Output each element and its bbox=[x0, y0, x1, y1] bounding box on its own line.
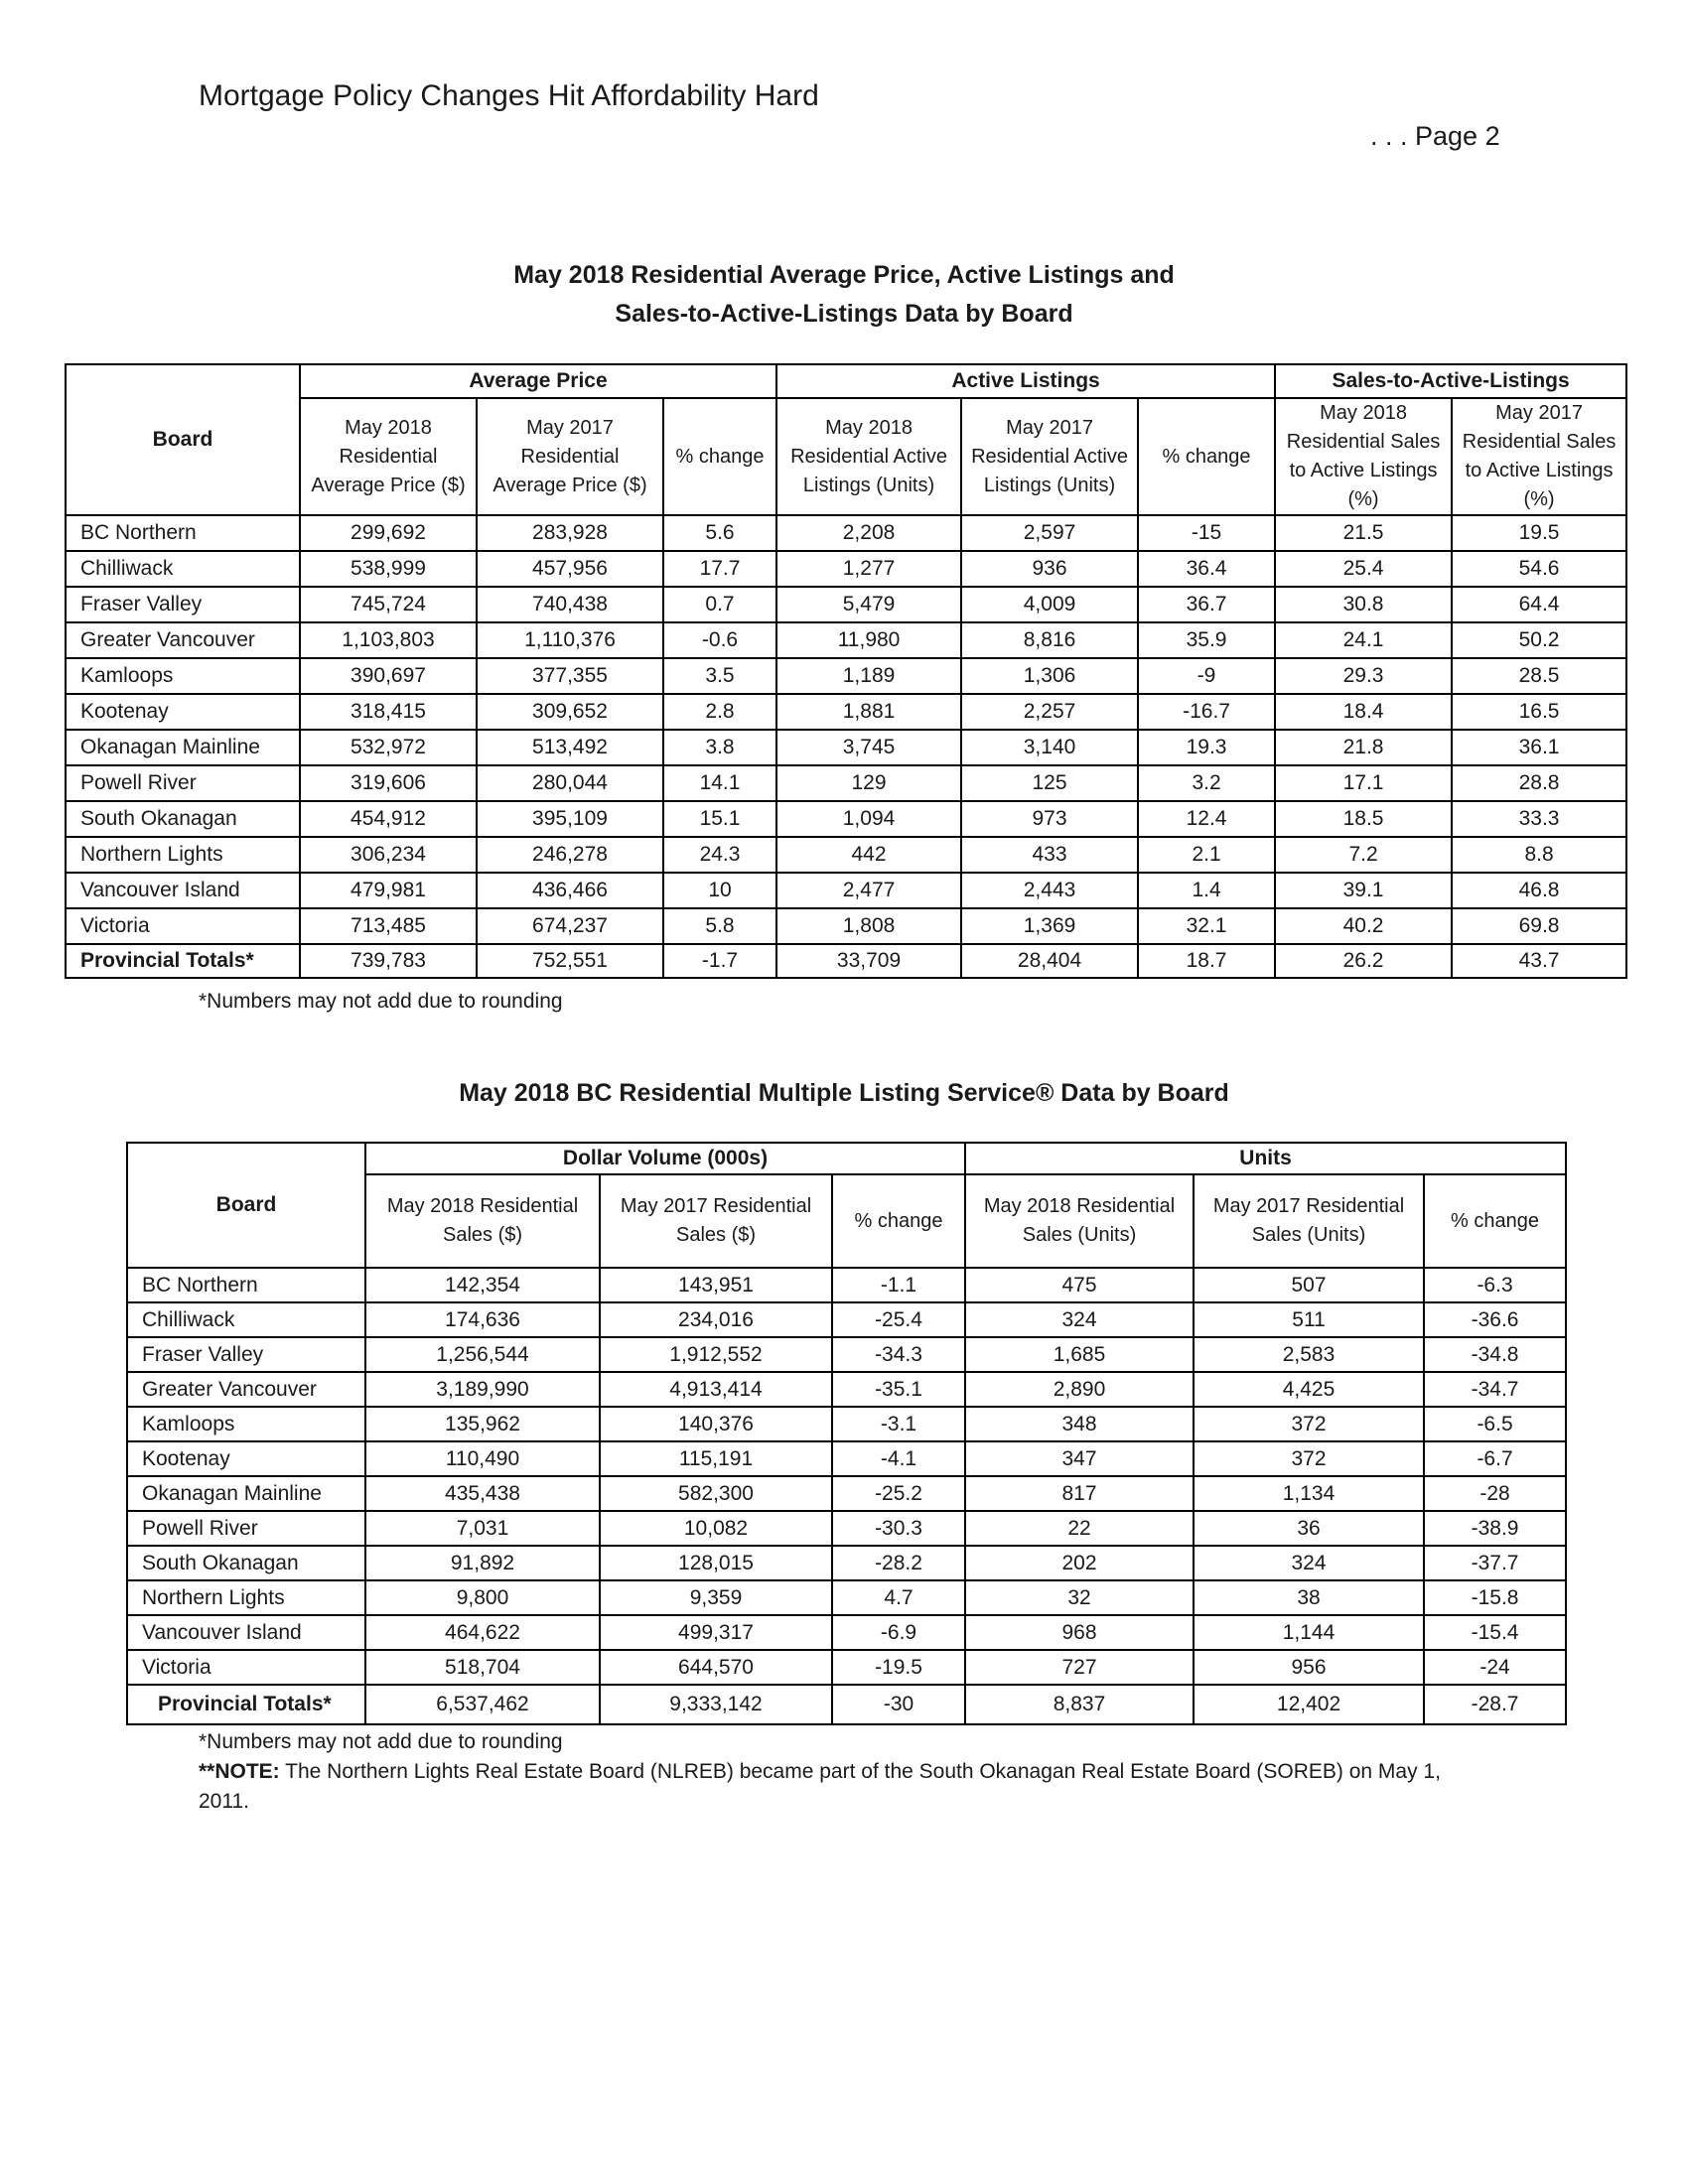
table-row bbox=[66, 622, 1626, 658]
table-cell: -30.3 bbox=[832, 1511, 965, 1546]
table-cell: 464,622 bbox=[365, 1615, 600, 1650]
table-cell: 39.1 bbox=[1275, 873, 1452, 908]
table-cell: 457,956 bbox=[477, 551, 663, 587]
totals-cell: 8,837 bbox=[965, 1685, 1194, 1724]
table-cell: 24.3 bbox=[663, 837, 776, 873]
table-cell: 435,438 bbox=[365, 1476, 600, 1511]
table-cell: -6.5 bbox=[1424, 1407, 1566, 1441]
table-cell: -15.4 bbox=[1424, 1615, 1566, 1650]
table-cell: 202 bbox=[965, 1546, 1194, 1580]
table-cell: 50.2 bbox=[1452, 622, 1626, 658]
table-cell: 479,981 bbox=[300, 873, 477, 908]
table-cell: 15.1 bbox=[663, 801, 776, 837]
soreb-note bbox=[199, 1757, 1489, 1817]
table-row bbox=[66, 658, 1626, 694]
board-name: Victoria bbox=[66, 908, 300, 944]
table-cell: 9,359 bbox=[600, 1580, 832, 1615]
table-cell: 395,109 bbox=[477, 801, 663, 837]
table-cell: 1,103,803 bbox=[300, 622, 477, 658]
table-cell: 532,972 bbox=[300, 730, 477, 765]
table-cell: 817 bbox=[965, 1476, 1194, 1511]
table-row bbox=[127, 1615, 1566, 1650]
table-cell: 19.5 bbox=[1452, 515, 1626, 551]
table1-title-line2: Sales-to-Active-Listings Data by Board bbox=[615, 300, 1073, 328]
board-name: Fraser Valley bbox=[66, 587, 300, 622]
table-cell: 2,477 bbox=[776, 873, 961, 908]
table-cell: 35.9 bbox=[1138, 622, 1275, 658]
totals-cell: 18.7 bbox=[1138, 944, 1275, 978]
table-cell: 129 bbox=[776, 765, 961, 801]
table-cell: 1,912,552 bbox=[600, 1337, 832, 1372]
table-cell: 1,110,376 bbox=[477, 622, 663, 658]
table-cell: 390,697 bbox=[300, 658, 477, 694]
table-cell: 46.8 bbox=[1452, 873, 1626, 908]
board-name: Northern Lights bbox=[127, 1580, 365, 1615]
totals-row bbox=[127, 1685, 1566, 1724]
table2-title: May 2018 BC Residential Multiple Listing Service® Data by Board bbox=[459, 1079, 1229, 1107]
table-cell: -0.6 bbox=[663, 622, 776, 658]
table-cell: 32.1 bbox=[1138, 908, 1275, 944]
table-cell: -35.1 bbox=[832, 1372, 965, 1407]
table-cell: -16.7 bbox=[1138, 694, 1275, 730]
column-header: May 2017 Residential Active Listings (Units) bbox=[961, 398, 1138, 515]
board-header: Board bbox=[66, 364, 300, 515]
table-cell: 54.6 bbox=[1452, 551, 1626, 587]
table-cell: 1,685 bbox=[965, 1337, 1194, 1372]
table-cell: -28.2 bbox=[832, 1546, 965, 1580]
board-name: Greater Vancouver bbox=[127, 1372, 365, 1407]
table-cell: 18.5 bbox=[1275, 801, 1452, 837]
table-cell: 36.7 bbox=[1138, 587, 1275, 622]
column-header: % change bbox=[1138, 398, 1275, 515]
table-cell: 143,951 bbox=[600, 1268, 832, 1302]
table-cell: 30.8 bbox=[1275, 587, 1452, 622]
table-row bbox=[66, 730, 1626, 765]
table-cell: -37.7 bbox=[1424, 1546, 1566, 1580]
board-name: Victoria bbox=[127, 1650, 365, 1685]
table-cell: -25.2 bbox=[832, 1476, 965, 1511]
table-cell: 17.7 bbox=[663, 551, 776, 587]
table-cell: 475 bbox=[965, 1268, 1194, 1302]
table-row bbox=[127, 1372, 1566, 1407]
totals-cell: -30 bbox=[832, 1685, 965, 1724]
table-cell: 538,999 bbox=[300, 551, 477, 587]
table-cell: 28.8 bbox=[1452, 765, 1626, 801]
table-cell: 64.4 bbox=[1452, 587, 1626, 622]
table-cell: 32 bbox=[965, 1580, 1194, 1615]
board-name: Vancouver Island bbox=[66, 873, 300, 908]
table-cell: 347 bbox=[965, 1441, 1194, 1476]
group-header-dollar-volume: Dollar Volume (000s) bbox=[365, 1143, 965, 1174]
table-cell: 454,912 bbox=[300, 801, 477, 837]
table-cell: 1,808 bbox=[776, 908, 961, 944]
table-row bbox=[66, 908, 1626, 944]
table-row bbox=[66, 694, 1626, 730]
group-header-sales-to-active: Sales-to-Active-Listings bbox=[1275, 364, 1626, 398]
table-cell: 12.4 bbox=[1138, 801, 1275, 837]
table-cell: -38.9 bbox=[1424, 1511, 1566, 1546]
note-text: The Northern Lights Real Estate Board (NLREB) became part of the South Okanagan Real Estate Board (SOREB) on May 1, 2011. bbox=[199, 1760, 1441, 1813]
table-cell: 3,140 bbox=[961, 730, 1138, 765]
table-cell: 22 bbox=[965, 1511, 1194, 1546]
table-cell: 280,044 bbox=[477, 765, 663, 801]
table-cell: 1,881 bbox=[776, 694, 961, 730]
table-cell: 433 bbox=[961, 837, 1138, 873]
table-cell: 309,652 bbox=[477, 694, 663, 730]
board-name: Kamloops bbox=[66, 658, 300, 694]
table-cell: 2,443 bbox=[961, 873, 1138, 908]
board-name: Powell River bbox=[66, 765, 300, 801]
totals-row bbox=[66, 944, 1626, 978]
table-cell: 644,570 bbox=[600, 1650, 832, 1685]
table-cell: 727 bbox=[965, 1650, 1194, 1685]
board-name: Vancouver Island bbox=[127, 1615, 365, 1650]
table-cell: 36.1 bbox=[1452, 730, 1626, 765]
table-row bbox=[127, 1580, 1566, 1615]
table-cell: 18.4 bbox=[1275, 694, 1452, 730]
table-cell: 1,144 bbox=[1194, 1615, 1424, 1650]
table-cell: 299,692 bbox=[300, 515, 477, 551]
table-cell: 5,479 bbox=[776, 587, 961, 622]
table-cell: -34.3 bbox=[832, 1337, 965, 1372]
table-row bbox=[127, 1511, 1566, 1546]
column-header: May 2017 Residential Sales to Active Listings (%) bbox=[1452, 398, 1626, 515]
column-header: May 2017 Residential Average Price ($) bbox=[477, 398, 663, 515]
table-cell: 372 bbox=[1194, 1407, 1424, 1441]
table-cell: 306,234 bbox=[300, 837, 477, 873]
totals-cell: 28,404 bbox=[961, 944, 1138, 978]
table-cell: 318,415 bbox=[300, 694, 477, 730]
table-cell: 372 bbox=[1194, 1441, 1424, 1476]
totals-cell: 12,402 bbox=[1194, 1685, 1424, 1724]
totals-cell: -28.7 bbox=[1424, 1685, 1566, 1724]
table-cell: -34.8 bbox=[1424, 1337, 1566, 1372]
board-header: Board bbox=[127, 1143, 365, 1268]
table-row bbox=[127, 1546, 1566, 1580]
table1-title-line1: May 2018 Residential Average Price, Active Listings and bbox=[513, 261, 1175, 289]
table-row bbox=[66, 587, 1626, 622]
table-cell: 324 bbox=[1194, 1546, 1424, 1580]
table-cell: 25.4 bbox=[1275, 551, 1452, 587]
table-cell: 973 bbox=[961, 801, 1138, 837]
table-cell: 16.5 bbox=[1452, 694, 1626, 730]
table-cell: 29.3 bbox=[1275, 658, 1452, 694]
board-name: Northern Lights bbox=[66, 837, 300, 873]
table-cell: -3.1 bbox=[832, 1407, 965, 1441]
table-cell: 745,724 bbox=[300, 587, 477, 622]
table-cell: 936 bbox=[961, 551, 1138, 587]
table-cell: 1,189 bbox=[776, 658, 961, 694]
table-cell: -36.6 bbox=[1424, 1302, 1566, 1337]
column-header: % change bbox=[832, 1174, 965, 1268]
table-row bbox=[66, 801, 1626, 837]
table-cell: 740,438 bbox=[477, 587, 663, 622]
table-cell: 2.8 bbox=[663, 694, 776, 730]
table-cell: 2,583 bbox=[1194, 1337, 1424, 1372]
table-cell: -28 bbox=[1424, 1476, 1566, 1511]
note-label: **NOTE: bbox=[199, 1760, 280, 1783]
column-header: May 2017 Residential Sales ($) bbox=[600, 1174, 832, 1268]
table-cell: 499,317 bbox=[600, 1615, 832, 1650]
table-row bbox=[66, 515, 1626, 551]
table-cell: 33.3 bbox=[1452, 801, 1626, 837]
table-cell: 14.1 bbox=[663, 765, 776, 801]
board-name: South Okanagan bbox=[66, 801, 300, 837]
table-cell: 4.7 bbox=[832, 1580, 965, 1615]
table-cell: 283,928 bbox=[477, 515, 663, 551]
table-cell: 5.8 bbox=[663, 908, 776, 944]
table-cell: 319,606 bbox=[300, 765, 477, 801]
table-row bbox=[127, 1476, 1566, 1511]
board-name: BC Northern bbox=[127, 1268, 365, 1302]
table-cell: 3,745 bbox=[776, 730, 961, 765]
table-cell: 1,256,544 bbox=[365, 1337, 600, 1372]
table-cell: 324 bbox=[965, 1302, 1194, 1337]
table-row bbox=[127, 1407, 1566, 1441]
table-cell: 3,189,990 bbox=[365, 1372, 600, 1407]
table-cell: 968 bbox=[965, 1615, 1194, 1650]
table-cell: -24 bbox=[1424, 1650, 1566, 1685]
table-cell: 36 bbox=[1194, 1511, 1424, 1546]
board-name: Okanagan Mainline bbox=[66, 730, 300, 765]
board-name: Okanagan Mainline bbox=[127, 1476, 365, 1511]
table-cell: 246,278 bbox=[477, 837, 663, 873]
table1-footnote: *Numbers may not add due to rounding bbox=[199, 990, 563, 1013]
table-cell: 9,800 bbox=[365, 1580, 600, 1615]
table-cell: 2,890 bbox=[965, 1372, 1194, 1407]
table-cell: 442 bbox=[776, 837, 961, 873]
table-cell: 24.1 bbox=[1275, 622, 1452, 658]
table-cell: 956 bbox=[1194, 1650, 1424, 1685]
column-header: % change bbox=[1424, 1174, 1566, 1268]
table-cell: -1.1 bbox=[832, 1268, 965, 1302]
table-cell: 1,369 bbox=[961, 908, 1138, 944]
table-cell: 2,597 bbox=[961, 515, 1138, 551]
table-cell: 4,913,414 bbox=[600, 1372, 832, 1407]
group-header-average-price: Average Price bbox=[300, 364, 776, 398]
table-cell: -9 bbox=[1138, 658, 1275, 694]
board-name: Greater Vancouver bbox=[66, 622, 300, 658]
table-cell: 115,191 bbox=[600, 1441, 832, 1476]
average-price-table bbox=[65, 363, 1627, 979]
totals-cell: 43.7 bbox=[1452, 944, 1626, 978]
table-cell: 377,355 bbox=[477, 658, 663, 694]
column-header: May 2018 Residential Sales to Active Listings (%) bbox=[1275, 398, 1452, 515]
table-cell: 1,134 bbox=[1194, 1476, 1424, 1511]
table-cell: 128,015 bbox=[600, 1546, 832, 1580]
table-cell: 21.8 bbox=[1275, 730, 1452, 765]
column-header: May 2018 Residential Sales ($) bbox=[365, 1174, 600, 1268]
table2-footnote: *Numbers may not add due to rounding bbox=[199, 1730, 563, 1753]
table-cell: 7.2 bbox=[1275, 837, 1452, 873]
table-cell: 38 bbox=[1194, 1580, 1424, 1615]
table-row bbox=[66, 837, 1626, 873]
board-name: BC Northern bbox=[66, 515, 300, 551]
table-cell: 7,031 bbox=[365, 1511, 600, 1546]
table-cell: 2.1 bbox=[1138, 837, 1275, 873]
table-cell: 513,492 bbox=[477, 730, 663, 765]
table-cell: -19.5 bbox=[832, 1650, 965, 1685]
table-cell: 1,306 bbox=[961, 658, 1138, 694]
table-cell: 518,704 bbox=[365, 1650, 600, 1685]
table-cell: -6.7 bbox=[1424, 1441, 1566, 1476]
table-cell: 4,009 bbox=[961, 587, 1138, 622]
table-cell: 8.8 bbox=[1452, 837, 1626, 873]
column-header: May 2018 Residential Active Listings (Units) bbox=[776, 398, 961, 515]
table-cell: 91,892 bbox=[365, 1546, 600, 1580]
table-cell: -34.7 bbox=[1424, 1372, 1566, 1407]
table-cell: 10,082 bbox=[600, 1511, 832, 1546]
totals-label: Provincial Totals* bbox=[66, 944, 300, 978]
table-cell: 10 bbox=[663, 873, 776, 908]
table-cell: 19.3 bbox=[1138, 730, 1275, 765]
table-cell: 713,485 bbox=[300, 908, 477, 944]
table-cell: -15 bbox=[1138, 515, 1275, 551]
table-cell: 674,237 bbox=[477, 908, 663, 944]
table-cell: 3.5 bbox=[663, 658, 776, 694]
table-cell: -6.9 bbox=[832, 1615, 965, 1650]
table-cell: 436,466 bbox=[477, 873, 663, 908]
table-row bbox=[66, 873, 1626, 908]
board-name: Kamloops bbox=[127, 1407, 365, 1441]
group-header-active-listings: Active Listings bbox=[776, 364, 1275, 398]
table-cell: -25.4 bbox=[832, 1302, 965, 1337]
table-row bbox=[127, 1302, 1566, 1337]
board-name: Kootenay bbox=[127, 1441, 365, 1476]
column-header: May 2018 Residential Average Price ($) bbox=[300, 398, 477, 515]
table-cell: 1,094 bbox=[776, 801, 961, 837]
table-cell: -4.1 bbox=[832, 1441, 965, 1476]
totals-cell: 9,333,142 bbox=[600, 1685, 832, 1724]
table-cell: 174,636 bbox=[365, 1302, 600, 1337]
board-name: Kootenay bbox=[66, 694, 300, 730]
totals-label: Provincial Totals* bbox=[127, 1685, 365, 1724]
table-cell: 348 bbox=[965, 1407, 1194, 1441]
table-cell: 2,208 bbox=[776, 515, 961, 551]
table-cell: 1.4 bbox=[1138, 873, 1275, 908]
mls-data-table bbox=[126, 1142, 1567, 1725]
table-cell: 110,490 bbox=[365, 1441, 600, 1476]
document-title: Mortgage Policy Changes Hit Affordability Hard bbox=[199, 79, 819, 112]
column-header: May 2017 Residential Sales (Units) bbox=[1194, 1174, 1424, 1268]
table-row bbox=[66, 551, 1626, 587]
totals-cell: -1.7 bbox=[663, 944, 776, 978]
page-number: . . . Page 2 bbox=[1370, 121, 1500, 151]
table-cell: 142,354 bbox=[365, 1268, 600, 1302]
table-cell: 8,816 bbox=[961, 622, 1138, 658]
board-name: Fraser Valley bbox=[127, 1337, 365, 1372]
board-name: Chilliwack bbox=[127, 1302, 365, 1337]
table-cell: 2,257 bbox=[961, 694, 1138, 730]
table-cell: 4,425 bbox=[1194, 1372, 1424, 1407]
table-cell: -6.3 bbox=[1424, 1268, 1566, 1302]
table-cell: 11,980 bbox=[776, 622, 961, 658]
column-header: % change bbox=[663, 398, 776, 515]
table-cell: 511 bbox=[1194, 1302, 1424, 1337]
table-cell: 0.7 bbox=[663, 587, 776, 622]
table-cell: -15.8 bbox=[1424, 1580, 1566, 1615]
table-cell: 135,962 bbox=[365, 1407, 600, 1441]
table-row bbox=[127, 1268, 1566, 1302]
table-cell: 17.1 bbox=[1275, 765, 1452, 801]
column-header: May 2018 Residential Sales (Units) bbox=[965, 1174, 1194, 1268]
table-cell: 582,300 bbox=[600, 1476, 832, 1511]
board-name: Chilliwack bbox=[66, 551, 300, 587]
totals-cell: 26.2 bbox=[1275, 944, 1452, 978]
table-cell: 3.8 bbox=[663, 730, 776, 765]
table-cell: 28.5 bbox=[1452, 658, 1626, 694]
table-cell: 1,277 bbox=[776, 551, 961, 587]
totals-cell: 6,537,462 bbox=[365, 1685, 600, 1724]
table-cell: 125 bbox=[961, 765, 1138, 801]
table-cell: 5.6 bbox=[663, 515, 776, 551]
totals-cell: 752,551 bbox=[477, 944, 663, 978]
table-cell: 3.2 bbox=[1138, 765, 1275, 801]
totals-cell: 33,709 bbox=[776, 944, 961, 978]
table-cell: 36.4 bbox=[1138, 551, 1275, 587]
table-cell: 69.8 bbox=[1452, 908, 1626, 944]
table-cell: 40.2 bbox=[1275, 908, 1452, 944]
table-row bbox=[127, 1650, 1566, 1685]
group-header-units: Units bbox=[965, 1143, 1566, 1174]
table-cell: 21.5 bbox=[1275, 515, 1452, 551]
table-row bbox=[127, 1441, 1566, 1476]
totals-cell: 739,783 bbox=[300, 944, 477, 978]
table-cell: 234,016 bbox=[600, 1302, 832, 1337]
table1-title bbox=[0, 256, 1688, 334]
table-cell: 140,376 bbox=[600, 1407, 832, 1441]
board-name: Powell River bbox=[127, 1511, 365, 1546]
table-row bbox=[127, 1337, 1566, 1372]
board-name: South Okanagan bbox=[127, 1546, 365, 1580]
table-cell: 507 bbox=[1194, 1268, 1424, 1302]
table-row bbox=[66, 765, 1626, 801]
